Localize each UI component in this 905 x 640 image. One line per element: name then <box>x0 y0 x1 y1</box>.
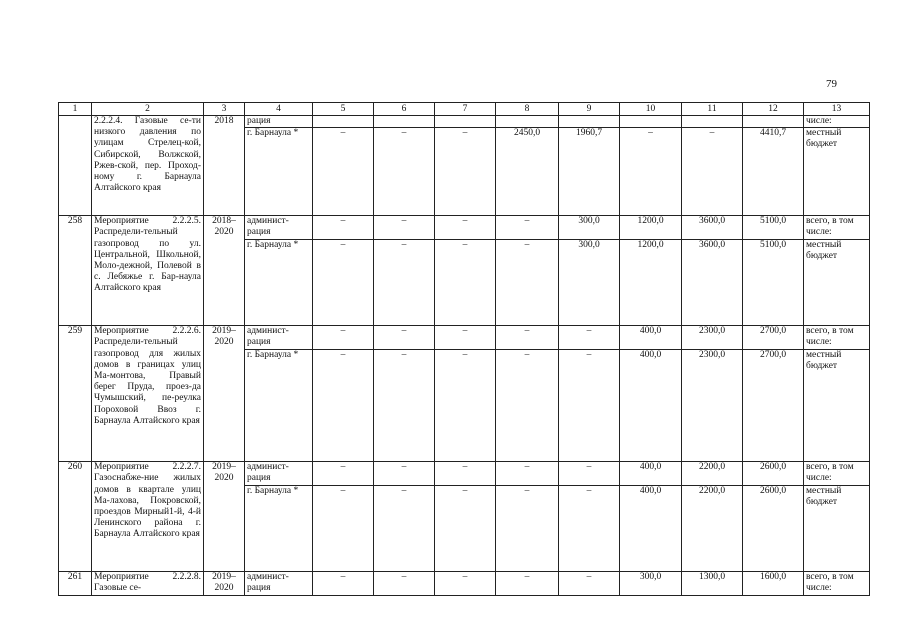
amount-cell: – <box>435 216 496 240</box>
amount-cell: 1200,0 <box>620 240 682 326</box>
amount-cell: 5100,0 <box>743 240 804 326</box>
executor: г. Барнаула * <box>245 350 313 462</box>
column-header-4: 4 <box>245 103 313 116</box>
row-number: 259 <box>59 326 92 462</box>
amount-cell: 300,0 <box>559 240 620 326</box>
row-number: 258 <box>59 216 92 326</box>
column-header-1: 1 <box>59 103 92 116</box>
amount-cell: – <box>496 486 559 572</box>
executor: админист-рация <box>245 572 313 596</box>
amount-cell: 5100,0 <box>743 216 804 240</box>
column-header-9: 9 <box>559 103 620 116</box>
table-row <box>59 326 870 350</box>
source-label: местный бюджет <box>804 240 870 326</box>
amount-cell: 2300,0 <box>682 326 743 350</box>
amount-cell: 400,0 <box>620 326 682 350</box>
amount-cell: – <box>559 462 620 486</box>
source-label: местный бюджет <box>804 486 870 572</box>
column-header-6: 6 <box>374 103 435 116</box>
executor: г. Барнаула * <box>245 240 313 326</box>
amount-cell: – <box>496 462 559 486</box>
amount-cell: – <box>374 216 435 240</box>
amount-cell: – <box>559 486 620 572</box>
executor: г. Барнаула * <box>245 486 313 572</box>
page-number: 79 <box>826 78 837 90</box>
amount-cell: – <box>559 572 620 596</box>
amount-cell: 2600,0 <box>743 462 804 486</box>
row-number <box>59 116 92 216</box>
years: 2019–2020 <box>204 326 245 462</box>
column-header-12: 12 <box>743 103 804 116</box>
amount-cell: – <box>374 486 435 572</box>
amount-cell <box>435 116 496 128</box>
amount-cell <box>620 116 682 128</box>
measure-name: Мероприятие 2.2.2.7. Газоснабже-ние жилых домов в квартале улиц Ма-лахова, Покровской, проездов Мирный1-й, 4-й Ленинского района г. Барнаула Алтайского края <box>92 462 204 572</box>
executor: г. Барнаула * <box>245 128 313 216</box>
executor: админист-рация <box>245 462 313 486</box>
column-header-5: 5 <box>313 103 374 116</box>
budget-table <box>58 102 870 596</box>
column-header-8: 8 <box>496 103 559 116</box>
measure-name: Мероприятие 2.2.2.5. Распредели-тельный газопровод по ул. Центральной, Школьной, Моло-дежной, Полевой в с. Лебяжье г. Бар-наула Алтайского края <box>92 216 204 326</box>
amount-cell: 2200,0 <box>682 486 743 572</box>
amount-cell: 1600,0 <box>743 572 804 596</box>
amount-cell: – <box>374 350 435 462</box>
column-header-2: 2 <box>92 103 204 116</box>
source-label: местный бюджет <box>804 350 870 462</box>
amount-cell: 300,0 <box>559 216 620 240</box>
amount-cell: – <box>313 326 374 350</box>
amount-cell: 2450,0 <box>496 128 559 216</box>
amount-cell: 3600,0 <box>682 216 743 240</box>
years: 2018–2020 <box>204 216 245 326</box>
amount-cell <box>743 116 804 128</box>
amount-cell <box>374 116 435 128</box>
amount-cell: – <box>435 462 496 486</box>
column-header-3: 3 <box>204 103 245 116</box>
row-number: 260 <box>59 462 92 572</box>
header-row <box>59 103 870 116</box>
column-header-11: 11 <box>682 103 743 116</box>
amount-cell: 400,0 <box>620 350 682 462</box>
executor: админист-рация <box>245 326 313 350</box>
amount-cell: – <box>559 326 620 350</box>
amount-cell <box>682 116 743 128</box>
source-label: местный бюджет <box>804 128 870 216</box>
amount-cell: – <box>435 240 496 326</box>
column-header-13: 13 <box>804 103 870 116</box>
amount-cell <box>496 116 559 128</box>
amount-cell: 1960,7 <box>559 128 620 216</box>
amount-cell: – <box>435 350 496 462</box>
amount-cell <box>313 116 374 128</box>
amount-cell: 1200,0 <box>620 216 682 240</box>
source-label: всего, в том числе: <box>804 462 870 486</box>
table-row <box>59 216 870 240</box>
row-number: 261 <box>59 572 92 596</box>
amount-cell: – <box>374 462 435 486</box>
table-row <box>59 116 870 128</box>
years: 2019–2020 <box>204 572 245 596</box>
amount-cell: – <box>435 572 496 596</box>
amount-cell: 300,0 <box>620 572 682 596</box>
source-label: всего, в том числе: <box>804 572 870 596</box>
amount-cell: – <box>313 462 374 486</box>
measure-name: Мероприятие 2.2.2.6. Распредели-тельный газопровод для жилых домов в границах улиц Ма-монтова, Правый берег Пруда, проез-да Чумышский, пе-реулка Пороховой Ввоз г. Барнаула Алтайского края <box>92 326 204 462</box>
amount-cell: 400,0 <box>620 486 682 572</box>
amount-cell: 4410,7 <box>743 128 804 216</box>
amount-cell: 2700,0 <box>743 326 804 350</box>
amount-cell: – <box>313 216 374 240</box>
column-header-7: 7 <box>435 103 496 116</box>
amount-cell: – <box>374 240 435 326</box>
years: 2018 <box>204 116 245 216</box>
source-label: числе: <box>804 116 870 128</box>
amount-cell: – <box>620 128 682 216</box>
amount-cell: – <box>435 128 496 216</box>
amount-cell: 2300,0 <box>682 350 743 462</box>
amount-cell: – <box>496 216 559 240</box>
amount-cell: 1300,0 <box>682 572 743 596</box>
amount-cell: – <box>374 128 435 216</box>
amount-cell: – <box>435 326 496 350</box>
table-row <box>59 572 870 596</box>
amount-cell: 2700,0 <box>743 350 804 462</box>
amount-cell <box>559 116 620 128</box>
source-label: всего, в том числе: <box>804 216 870 240</box>
amount-cell: – <box>496 240 559 326</box>
years: 2019–2020 <box>204 462 245 572</box>
amount-cell: – <box>559 350 620 462</box>
amount-cell: – <box>496 350 559 462</box>
amount-cell: – <box>496 326 559 350</box>
amount-cell: – <box>435 486 496 572</box>
amount-cell: 2200,0 <box>682 462 743 486</box>
executor: админист-рация <box>245 216 313 240</box>
amount-cell: – <box>313 572 374 596</box>
amount-cell: – <box>313 350 374 462</box>
amount-cell: 2600,0 <box>743 486 804 572</box>
amount-cell: – <box>682 128 743 216</box>
amount-cell: 400,0 <box>620 462 682 486</box>
source-label: всего, в том числе: <box>804 326 870 350</box>
amount-cell: – <box>313 240 374 326</box>
measure-name: 2.2.2.4. Газовые се-ти низкого давления по улицам Стрелец-кой, Сибирской, Волжской, Ржев-ской, пер. Проход-ному г. Барнаула Алтайского края <box>92 116 204 216</box>
amount-cell: – <box>374 326 435 350</box>
amount-cell: – <box>313 486 374 572</box>
executor: рация <box>245 116 313 128</box>
column-header-10: 10 <box>620 103 682 116</box>
amount-cell: – <box>496 572 559 596</box>
amount-cell: – <box>374 572 435 596</box>
amount-cell: – <box>313 128 374 216</box>
amount-cell: 3600,0 <box>682 240 743 326</box>
table-row <box>59 462 870 486</box>
measure-name: Мероприятие 2.2.2.8. Газовые се- <box>92 572 204 596</box>
